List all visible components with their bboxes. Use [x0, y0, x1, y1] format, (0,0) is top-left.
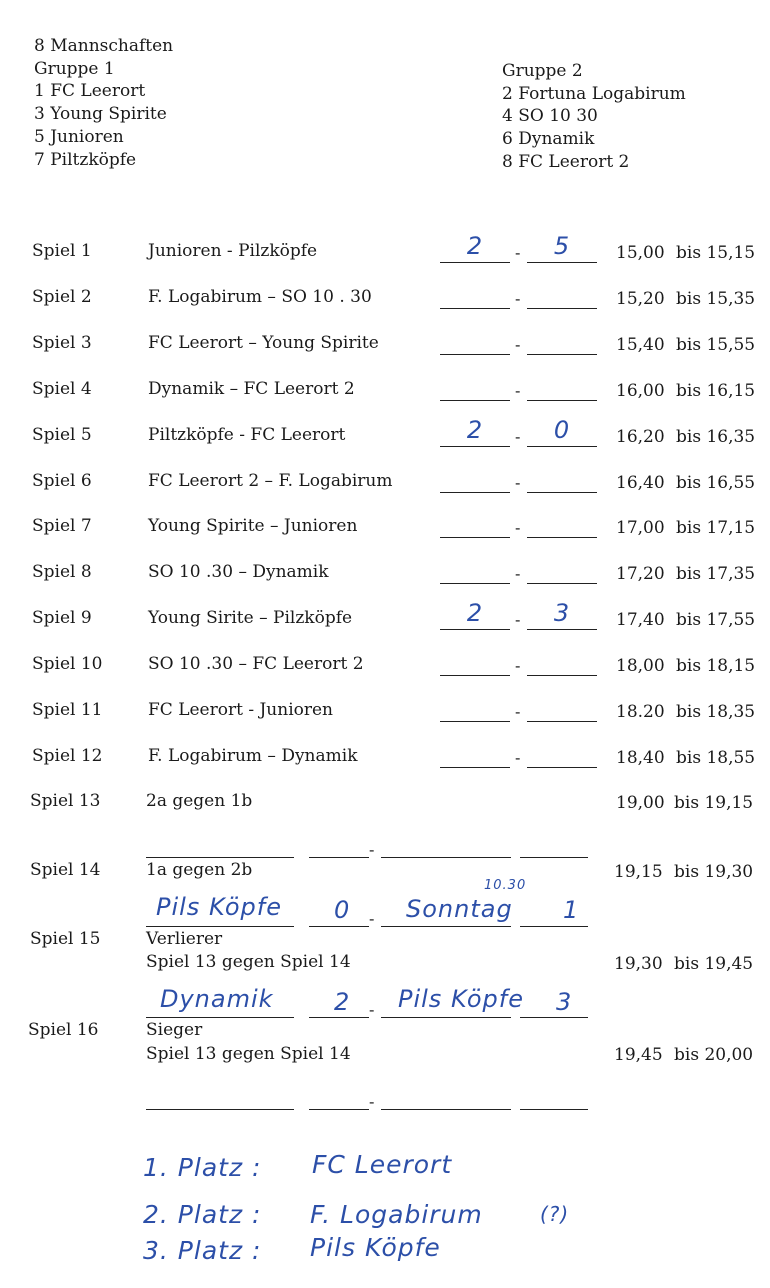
- score-home-blank: [440, 308, 510, 309]
- handwritten-score-away: 5: [553, 232, 571, 260]
- score-separator: -: [515, 289, 521, 308]
- score-away-blank: [527, 537, 597, 538]
- game-start: 17,40: [616, 610, 665, 630]
- score-a-blank: [309, 857, 369, 858]
- placement-label: 2. Platz :: [143, 1200, 262, 1229]
- game-line2: Spiel 13 gegen Spiel 14: [146, 952, 351, 972]
- game-match: FC Leerort – Young Spirite: [148, 333, 379, 353]
- game-end: bis 18,15: [676, 656, 756, 676]
- handwritten-note: 10.30: [484, 878, 527, 893]
- handwritten-score-away: 0: [553, 416, 571, 444]
- handwritten-team-b: Sonntag: [406, 895, 513, 923]
- game-start: 18,00: [616, 656, 665, 676]
- game-end: bis 17,15: [676, 518, 756, 538]
- game-start: 19,00: [616, 793, 665, 813]
- game-label: Spiel 6: [32, 471, 92, 491]
- game-start: 19,15: [614, 862, 663, 882]
- score-home-blank: [440, 629, 510, 630]
- placement-team: Pils Köpfe: [310, 1233, 441, 1262]
- game-start: 15,00: [616, 243, 665, 263]
- game-match: Junioren - Pilzköpfe: [148, 241, 318, 261]
- game-label: Spiel 12: [32, 746, 103, 766]
- score-b-blank: [520, 1109, 588, 1110]
- game-label: Spiel 9: [32, 608, 92, 628]
- score-a-blank: [309, 1017, 369, 1018]
- team-a-blank: [146, 1109, 294, 1110]
- score-away-blank: [527, 675, 597, 676]
- score-home-blank: [440, 354, 510, 355]
- game-end: bis 18,55: [676, 748, 756, 768]
- game-start: 19,30: [614, 954, 663, 974]
- game-end: bis 19,45: [674, 954, 754, 974]
- game-label: Spiel 15: [30, 929, 101, 949]
- team-a-blank: [146, 1017, 294, 1018]
- handwritten-score-b: 1: [563, 896, 580, 924]
- handwritten-score-home: 2: [466, 599, 484, 627]
- score-b-blank: [520, 857, 588, 858]
- score-separator: -: [515, 427, 521, 446]
- score-away-blank: [527, 629, 597, 630]
- team-b-blank: [381, 926, 511, 927]
- score-away-blank: [527, 354, 597, 355]
- score-separator: -: [515, 243, 521, 262]
- game-end: bis 17,55: [676, 610, 756, 630]
- score-home-blank: [440, 446, 510, 447]
- placement-label: 3. Platz :: [143, 1236, 262, 1265]
- score-separator: -: [369, 1092, 375, 1111]
- score-separator: -: [515, 381, 521, 400]
- placement-label: 1. Platz :: [143, 1153, 262, 1182]
- handwritten-score-b: 3: [556, 988, 573, 1016]
- game-start: 19,45: [614, 1045, 663, 1065]
- game-match: SO 10 .30 – FC Leerort 2: [148, 654, 364, 674]
- game-end: bis 19,15: [674, 793, 754, 813]
- game-label: Spiel 13: [30, 791, 101, 811]
- handwritten-score-home: 2: [466, 232, 484, 260]
- team-a-blank: [146, 857, 294, 858]
- game-match: Dynamik – FC Leerort 2: [148, 379, 355, 399]
- group2-team: 2 Fortuna Logabirum: [502, 84, 686, 104]
- score-b-blank: [520, 926, 588, 927]
- game-start: 15,40: [616, 335, 665, 355]
- team-b-blank: [381, 1109, 511, 1110]
- score-separator: -: [515, 473, 521, 492]
- score-a-blank: [309, 1109, 369, 1110]
- game-start: 15,20: [616, 289, 665, 309]
- score-away-blank: [527, 400, 597, 401]
- game-line1: Verlierer: [146, 929, 223, 949]
- score-home-blank: [440, 767, 510, 768]
- game-start: 16,00: [616, 381, 665, 401]
- team-b-blank: [381, 857, 511, 858]
- game-end: bis 16,35: [676, 427, 756, 447]
- score-away-blank: [527, 721, 597, 722]
- game-start: 18.20: [616, 702, 665, 722]
- game-label: Spiel 2: [32, 287, 92, 307]
- placement-note: (?): [540, 1202, 570, 1226]
- score-home-blank: [440, 537, 510, 538]
- group1-team: 7 Piltzköpfe: [34, 150, 137, 170]
- game-end: bis 15,35: [676, 289, 756, 309]
- game-end: bis 20,00: [674, 1045, 754, 1065]
- handwritten-score-home: 2: [466, 416, 484, 444]
- team-b-blank: [381, 1017, 511, 1018]
- handwritten-score-a: 0: [334, 896, 351, 924]
- game-start: 18,40: [616, 748, 665, 768]
- team-a-blank: [146, 926, 294, 927]
- game-label: Spiel 14: [30, 860, 101, 880]
- game-end: bis 16,55: [676, 473, 756, 493]
- game-match: FC Leerort 2 – F. Logabirum: [148, 471, 393, 491]
- score-separator: -: [515, 748, 521, 767]
- score-separator: -: [515, 335, 521, 354]
- score-away-blank: [527, 492, 597, 493]
- game-end: bis 18,35: [676, 702, 756, 722]
- game-line2: Spiel 13 gegen Spiel 14: [146, 1044, 351, 1064]
- handwritten-score-away: 3: [553, 599, 571, 627]
- game-label: Spiel 7: [32, 516, 92, 536]
- game-end: bis 19,30: [674, 862, 754, 882]
- game-end: bis 15,55: [676, 335, 756, 355]
- score-separator: -: [369, 1000, 375, 1019]
- group1-team: 1 FC Leerort: [34, 81, 146, 101]
- placement-team: F. Logabirum: [310, 1200, 483, 1229]
- game-label: Spiel 8: [32, 562, 92, 582]
- handwritten-team-a: Dynamik: [160, 985, 274, 1013]
- game-label: Spiel 5: [32, 425, 92, 445]
- game-label: Spiel 3: [32, 333, 92, 353]
- group1-title: Gruppe 1: [34, 59, 115, 79]
- game-label: Spiel 4: [32, 379, 92, 399]
- score-separator: -: [515, 564, 521, 583]
- game-match: Piltzköpfe - FC Leerort: [148, 425, 346, 445]
- group2-title: Gruppe 2: [502, 61, 583, 81]
- score-away-blank: [527, 583, 597, 584]
- group1-team: 3 Young Spirite: [34, 104, 167, 124]
- game-match: F. Logabirum – SO 10 . 30: [148, 287, 372, 307]
- game-match: F. Logabirum – Dynamik: [148, 746, 358, 766]
- group2-team: 6 Dynamik: [502, 129, 595, 149]
- game-match: SO 10 .30 – Dynamik: [148, 562, 329, 582]
- handwritten-team-b: Pils Köpfe: [398, 985, 524, 1013]
- game-start: 16,20: [616, 427, 665, 447]
- game-label: Spiel 10: [32, 654, 103, 674]
- group1-team: 5 Junioren: [34, 127, 124, 147]
- game-match: 1a gegen 2b: [146, 860, 253, 880]
- teams-count: 8 Mannschaften: [34, 36, 174, 56]
- score-separator: -: [515, 610, 521, 629]
- game-label: Spiel 16: [28, 1020, 99, 1040]
- score-home-blank: [440, 262, 510, 263]
- score-away-blank: [527, 308, 597, 309]
- handwritten-team-a: Pils Köpfe: [156, 893, 282, 921]
- placement-team: FC Leerort: [312, 1150, 453, 1179]
- score-home-blank: [440, 675, 510, 676]
- game-start: 17,20: [616, 564, 665, 584]
- game-match: Young Spirite – Junioren: [148, 516, 358, 536]
- score-a-blank: [309, 926, 369, 927]
- game-match: Young Sirite – Pilzköpfe: [148, 608, 353, 628]
- game-match: 2a gegen 1b: [146, 791, 253, 811]
- game-line1: Sieger: [146, 1020, 203, 1040]
- score-home-blank: [440, 400, 510, 401]
- score-separator: -: [515, 518, 521, 537]
- group2-team: 4 SO 10 30: [502, 106, 598, 126]
- score-b-blank: [520, 1017, 588, 1018]
- score-separator: -: [515, 702, 521, 721]
- score-separator: -: [369, 840, 375, 859]
- score-home-blank: [440, 583, 510, 584]
- game-end: bis 16,15: [676, 381, 756, 401]
- game-end: bis 15,15: [676, 243, 756, 263]
- game-start: 17,00: [616, 518, 665, 538]
- score-home-blank: [440, 721, 510, 722]
- group2-team: 8 FC Leerort 2: [502, 152, 630, 172]
- score-away-blank: [527, 446, 597, 447]
- game-label: Spiel 11: [32, 700, 103, 720]
- score-separator: -: [369, 909, 375, 928]
- score-home-blank: [440, 492, 510, 493]
- score-separator: -: [515, 656, 521, 675]
- game-end: bis 17,35: [676, 564, 756, 584]
- game-match: FC Leerort - Junioren: [148, 700, 334, 720]
- score-away-blank: [527, 767, 597, 768]
- game-label: Spiel 1: [32, 241, 92, 261]
- game-start: 16,40: [616, 473, 665, 493]
- handwritten-score-a: 2: [334, 988, 351, 1016]
- score-away-blank: [527, 262, 597, 263]
